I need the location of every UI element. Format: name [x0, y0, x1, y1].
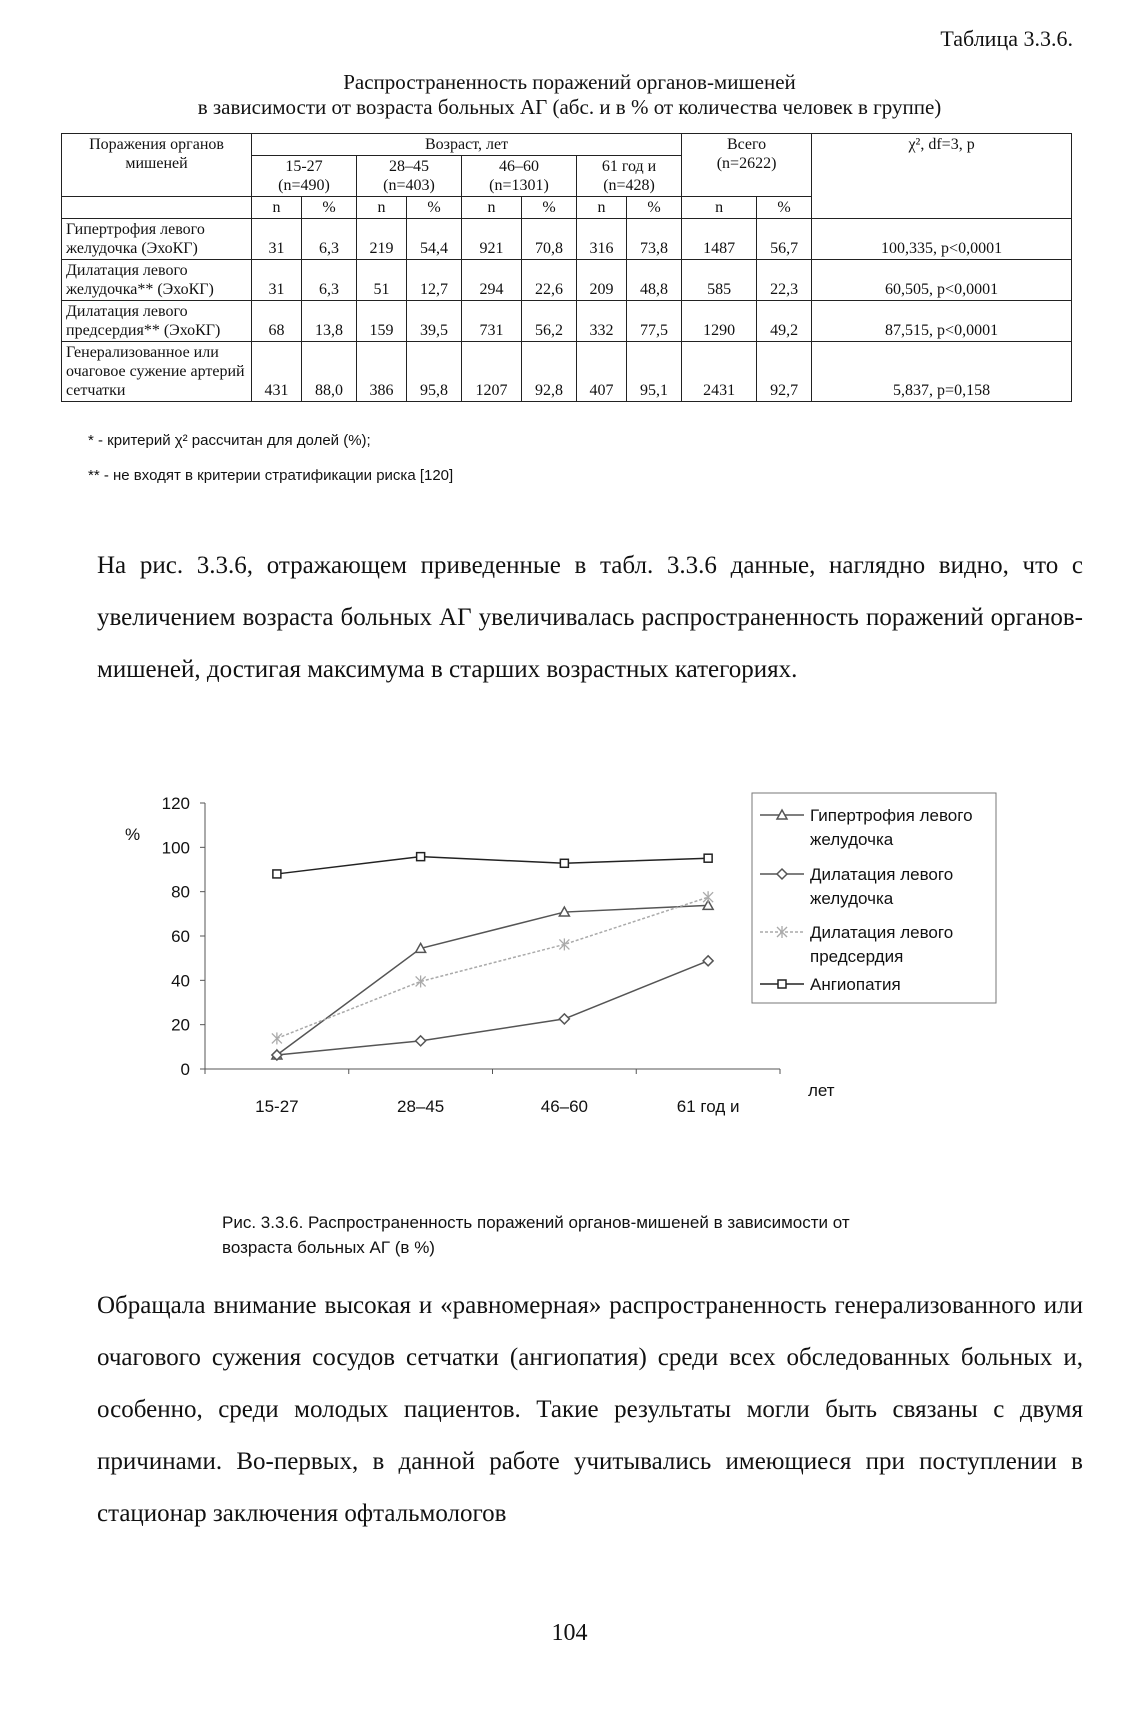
table-cell: 731 — [462, 301, 522, 342]
table-cell: 13,8 — [302, 301, 357, 342]
table-cell: 316 — [577, 219, 627, 260]
table-row — [62, 219, 1072, 260]
table-cell: 31 — [252, 260, 302, 301]
table-cell: 54,4 — [407, 219, 462, 260]
table-title-line2: в зависимости от возраста больных АГ (абс. и в % от количества человек в группе) — [197, 95, 942, 119]
table-cell: 39,5 — [407, 301, 462, 342]
row-label: Дилатация левого предсердия** (ЭхоКГ) — [62, 301, 252, 342]
table-cell: 95,8 — [407, 342, 462, 402]
x-tick-label: 15-27 — [255, 1097, 299, 1116]
table-cell: 22,6 — [522, 260, 577, 301]
header-chi: χ², df=3, p — [812, 134, 1072, 219]
header-n: n — [252, 197, 302, 219]
y-tick-label: 120 — [161, 794, 190, 813]
table-cell: 31 — [252, 219, 302, 260]
header-group-3 — [462, 156, 577, 197]
header-pct: % — [757, 197, 812, 219]
table-title-line1: Распространенность поражений органов-мишеней — [343, 70, 796, 94]
table-cell: 49,2 — [757, 301, 812, 342]
x-tick-label: 61 год и — [676, 1097, 740, 1116]
body-paragraph-1: На рис. 3.3.6, отражающем приведенные в табл. 3.3.6 данные, наглядно видно, что с увеличением возраста больных АГ увеличивалась распространенность поражений органов-мишеней, достигая максимума в старших возрастных категориях. — [97, 552, 1083, 683]
data-table — [61, 133, 1072, 402]
group-n: (n=1301) — [489, 177, 549, 194]
group-n: (n=490) — [278, 177, 330, 194]
table-cell: 70,8 — [522, 219, 577, 260]
table-cell: 1207 — [462, 342, 522, 402]
legend-label: Гипертрофия левого желудочка — [810, 806, 973, 849]
header-blank — [62, 197, 252, 219]
header-n: n — [357, 197, 407, 219]
table-row — [62, 301, 1072, 342]
table-cell: 51 — [357, 260, 407, 301]
data-point — [416, 1036, 426, 1046]
header-n: n — [462, 197, 522, 219]
row-label: Дилатация левого желудочка** (ЭхоКГ) — [62, 260, 252, 301]
data-point — [560, 859, 568, 867]
data-point — [704, 854, 712, 862]
header-group-2 — [357, 156, 462, 197]
chi-cell: 87,515, p<0,0001 — [812, 301, 1072, 342]
table-cell: 431 — [252, 342, 302, 402]
header-age: Возраст, лет — [252, 134, 682, 156]
table-cell: 219 — [357, 219, 407, 260]
footnote-1: * - критерий χ² рассчитан для долей (%); — [88, 432, 371, 449]
row-label: Гипертрофия левого желудочка (ЭхоКГ) — [62, 219, 252, 260]
header-group-1 — [252, 156, 357, 197]
table-cell: 56,7 — [757, 219, 812, 260]
group-n: (n=428) — [603, 177, 655, 194]
chi-cell: 60,505, p<0,0001 — [812, 260, 1072, 301]
table-cell: 77,5 — [627, 301, 682, 342]
table-row — [62, 342, 1072, 402]
table-cell: 88,0 — [302, 342, 357, 402]
group-range: 15-27 — [285, 158, 323, 175]
table-cell: 159 — [357, 301, 407, 342]
group-range: 28–45 — [389, 158, 429, 175]
legend-marker — [778, 980, 786, 988]
table-cell: 56,2 — [522, 301, 577, 342]
footnote-2: ** - не входят в критерии стратификации риска [120] — [88, 467, 454, 484]
header-pct: % — [407, 197, 462, 219]
header-total-n: (n=2622) — [716, 155, 777, 172]
table-cell: 209 — [577, 260, 627, 301]
table-cell: 6,3 — [302, 219, 357, 260]
data-point — [416, 975, 426, 987]
y-tick-label: 60 — [171, 927, 190, 946]
y-tick-label: 20 — [171, 1015, 190, 1035]
data-point — [273, 870, 281, 878]
table-cell: 2431 — [682, 342, 757, 402]
header-n: n — [577, 197, 627, 219]
table-cell: 1487 — [682, 219, 757, 260]
y-tick-label: 0 — [180, 1060, 190, 1079]
figure-caption: Рис. 3.3.6. Распространенность поражений органов-мишеней в зависимости от возраста больных АГ (в %) — [222, 1213, 850, 1257]
group-range: 61 год и — [601, 158, 657, 175]
x-tick-label: 46–60 — [540, 1097, 589, 1116]
group-n: (n=403) — [383, 177, 435, 194]
chi-cell: 5,837, p=0,158 — [812, 342, 1072, 402]
table-cell: 585 — [682, 260, 757, 301]
header-total — [682, 134, 812, 197]
y-tick-label: 80 — [171, 882, 190, 902]
header-pct: % — [627, 197, 682, 219]
table-cell: 68 — [252, 301, 302, 342]
y-axis-label: % — [125, 825, 141, 844]
line-chart — [0, 780, 1139, 1210]
table-row — [62, 260, 1072, 301]
table-cell: 921 — [462, 219, 522, 260]
table-cell: 48,8 — [627, 260, 682, 301]
legend-label: Дилатация левого желудочка — [810, 865, 954, 908]
legend-label: Ангиопатия — [810, 975, 901, 994]
body-paragraph-2: Обращала внимание высокая и «равномерная» распространенность генерализованного или очагового сужения сосудов сетчатки (ангиопатия) среди всех обследованных больных и, особенно, среди молодых пациентов. Такие результаты могли быть связаны с двумя причинами. Во-первых, в данной работе учитывались имеющиеся при поступлении в стационар заключения офтальмологов — [97, 1292, 1083, 1527]
header-pct: % — [302, 197, 357, 219]
y-tick-label: 40 — [171, 971, 190, 991]
data-point — [559, 1014, 569, 1024]
table-cell: 73,8 — [627, 219, 682, 260]
row-label: Генерализованное или очаговое сужение артерий сетчатки — [62, 342, 252, 402]
table-cell: 95,1 — [627, 342, 682, 402]
table-title — [0, 70, 1139, 120]
header-pct: % — [522, 197, 577, 219]
table-cell: 294 — [462, 260, 522, 301]
group-range: 46–60 — [499, 158, 539, 175]
table-cell: 6,3 — [302, 260, 357, 301]
table-cell: 407 — [577, 342, 627, 402]
table-cell: 92,7 — [757, 342, 812, 402]
table-cell: 92,8 — [522, 342, 577, 402]
table-cell: 1290 — [682, 301, 757, 342]
table-label: Таблица 3.3.6. — [940, 26, 1073, 51]
x-tick-label: 28–45 — [396, 1097, 445, 1116]
table-cell: 22,3 — [757, 260, 812, 301]
table-body — [62, 219, 1072, 402]
series-line-3 — [277, 897, 708, 1038]
header-organ: Поражения органов мишеней — [62, 134, 252, 197]
table-cell: 386 — [357, 342, 407, 402]
data-point — [559, 938, 569, 950]
y-tick-label: 100 — [161, 838, 190, 858]
table-cell: 12,7 — [407, 260, 462, 301]
table-cell: 332 — [577, 301, 627, 342]
page-number: 104 — [551, 1620, 588, 1646]
header-group-4 — [577, 156, 682, 197]
data-point — [272, 1032, 282, 1044]
data-point — [703, 956, 713, 966]
chi-cell: 100,335, p<0,0001 — [812, 219, 1072, 260]
x-axis-label: лет — [808, 1081, 835, 1100]
series-line-1 — [277, 905, 708, 1055]
data-point — [703, 891, 713, 903]
header-n: n — [682, 197, 757, 219]
data-point — [417, 853, 425, 861]
series-line-4 — [277, 857, 708, 874]
header-total-label: Всего — [726, 136, 767, 153]
legend-label: Дилатация левого предсердия — [810, 923, 954, 966]
